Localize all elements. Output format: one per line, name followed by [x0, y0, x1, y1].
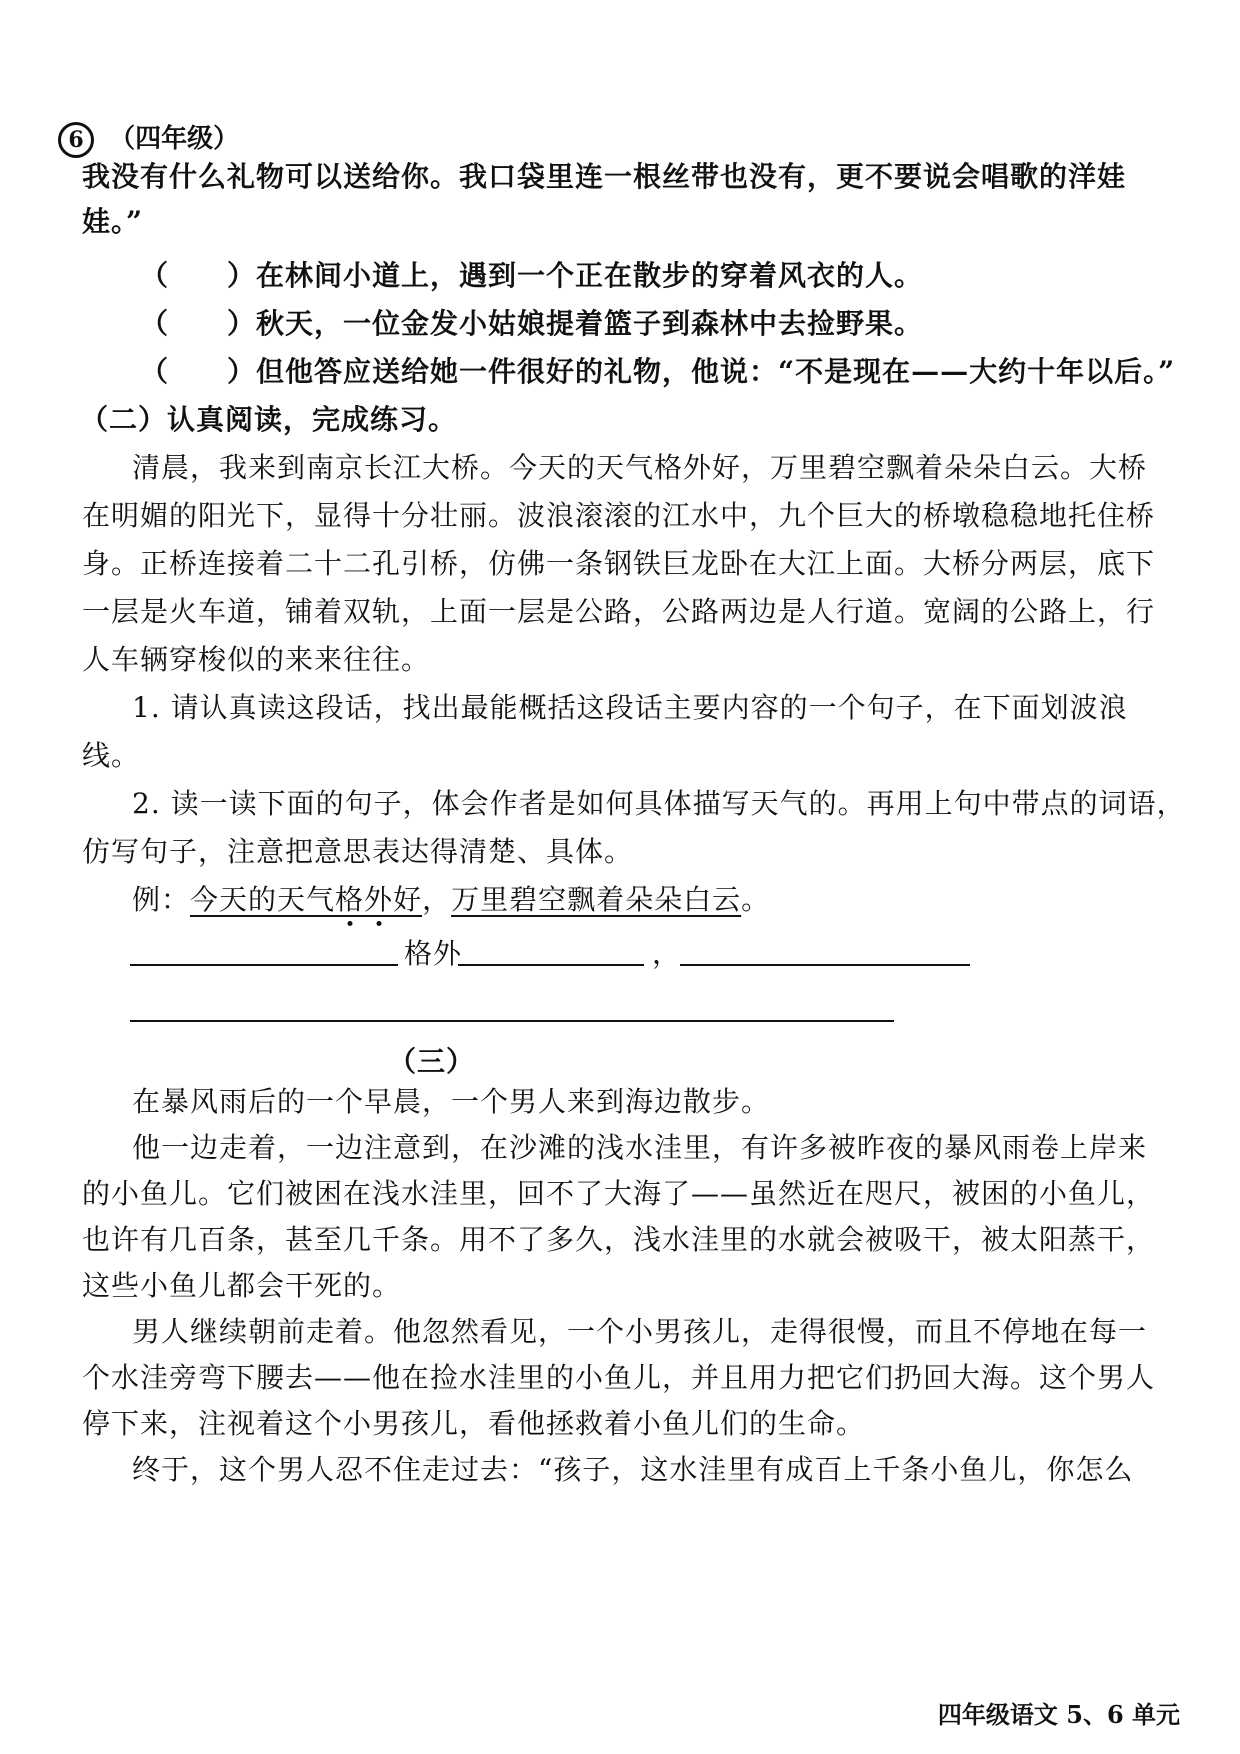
question-1-line-2: 线。 [82, 739, 141, 772]
page-footer: 四年级语文 5、6 单元 [937, 1700, 1180, 1729]
answer-blank-3[interactable] [680, 964, 970, 966]
story-line-2: 他一边走着，一边注意到，在沙滩的浅水洼里，有许多被昨夜的暴风雨卷上岸来 [132, 1131, 1148, 1164]
order-text: 秋天，一位金发小姑娘提着篮子到森林中去捡野果。 [256, 307, 924, 340]
order-item-2 [140, 302, 923, 342]
story-line-9: 终于，这个男人忍不住走过去：“孩子，这水洼里有成百上千条小鱼儿，你怎么 [132, 1453, 1134, 1486]
story-line-8: 停下来，注视着这个小男孩儿，看他拯救着小鱼儿们的生命。 [82, 1407, 866, 1440]
story-line-1: 在暴风雨后的一个早晨，一个男人来到海边散步。 [132, 1085, 771, 1118]
page-header [58, 118, 239, 158]
example-sentence: 例：今天的天气格外好，万里碧空飘着朵朵白云。 [132, 883, 771, 916]
section-3-title: （三） [388, 1045, 476, 1078]
passage-line-3: 身。正桥连接着二十二孔引桥，仿佛一条钢铁巨龙卧在大江上面。大桥分两层，底下 [82, 547, 1156, 580]
grade-label: （四年级） [109, 124, 240, 154]
order-bracket[interactable]: （ ） [140, 355, 257, 388]
question-2-line-1: 2. 读一读下面的句子，体会作者是如何具体描写天气的。再用上句中带点的词语， [132, 787, 1186, 820]
answer-blank-1[interactable] [130, 964, 398, 966]
order-bracket[interactable]: （ ） [140, 307, 257, 340]
story-line-4: 也许有几百条，甚至几千条。用不了多久，浅水洼里的水就会被吸干，被太阳蒸干， [82, 1223, 1156, 1256]
dotted-char: 格 [335, 883, 365, 916]
order-text: 在林间小道上，遇到一个正在散步的穿着风衣的人。 [256, 259, 924, 292]
story-line-3: 的小鱼儿。它们被困在浅水洼里，回不了大海了——虽然近在咫尺，被困的小鱼儿， [82, 1177, 1156, 1210]
fill-word: 格外 [404, 937, 463, 970]
passage-line-1: 清晨，我来到南京长江大桥。今天的天气格外好，万里碧空飘着朵朵白云。大桥 [132, 451, 1148, 484]
section-2-title: （二）认真阅读，完成练习。 [80, 403, 458, 436]
example-part-1: 今天的天气格外好 [190, 883, 423, 916]
answer-blank-4[interactable] [130, 1020, 894, 1022]
story-line-7: 个水洼旁弯下腰去——他在捡水洼里的小鱼儿，并且用力把它们扔回大海。这个男人 [82, 1361, 1156, 1394]
quote-line-2: 娃。” [82, 205, 144, 238]
question-1-line-1: 1. 请认真读这段话，找出最能概括这段话主要内容的一个句子，在下面划波浪 [132, 691, 1128, 724]
order-item-1 [140, 254, 923, 294]
story-line-6: 男人继续朝前走着。他忽然看见，一个小男孩儿，走得很慢，而且不停地在每一 [132, 1315, 1148, 1348]
question-2-line-2: 仿写句子，注意把意思表达得清楚、具体。 [82, 835, 634, 868]
order-text: 但他答应送给她一件很好的礼物，他说：“不是现在——大约十年以后。” [256, 355, 1176, 388]
order-bracket[interactable]: （ ） [140, 259, 257, 292]
circled-number: 6 [58, 122, 94, 158]
passage-line-4: 一层是火车道，铺着双轨，上面一层是公路，公路两边是人行道。宽阔的公路上，行 [82, 595, 1156, 628]
example-part-2: 万里碧空飘着朵朵白云 [451, 883, 742, 916]
fill-comma: ， [652, 937, 682, 970]
order-item-3 [140, 350, 1175, 390]
dotted-char: 外 [364, 883, 394, 916]
answer-blank-2[interactable] [458, 964, 644, 966]
example-label: 例： [132, 883, 191, 916]
quote-line-1: 我没有什么礼物可以送给你。我口袋里连一根丝带也没有，更不要说会唱歌的洋娃 [82, 160, 1127, 193]
story-line-5: 这些小鱼儿都会干死的。 [82, 1269, 402, 1302]
passage-line-5: 人车辆穿梭似的来来往往。 [82, 643, 431, 676]
passage-line-2: 在明媚的阳光下，显得十分壮丽。波浪滚滚的江水中，九个巨大的桥墩稳稳地托住桥 [82, 499, 1156, 532]
